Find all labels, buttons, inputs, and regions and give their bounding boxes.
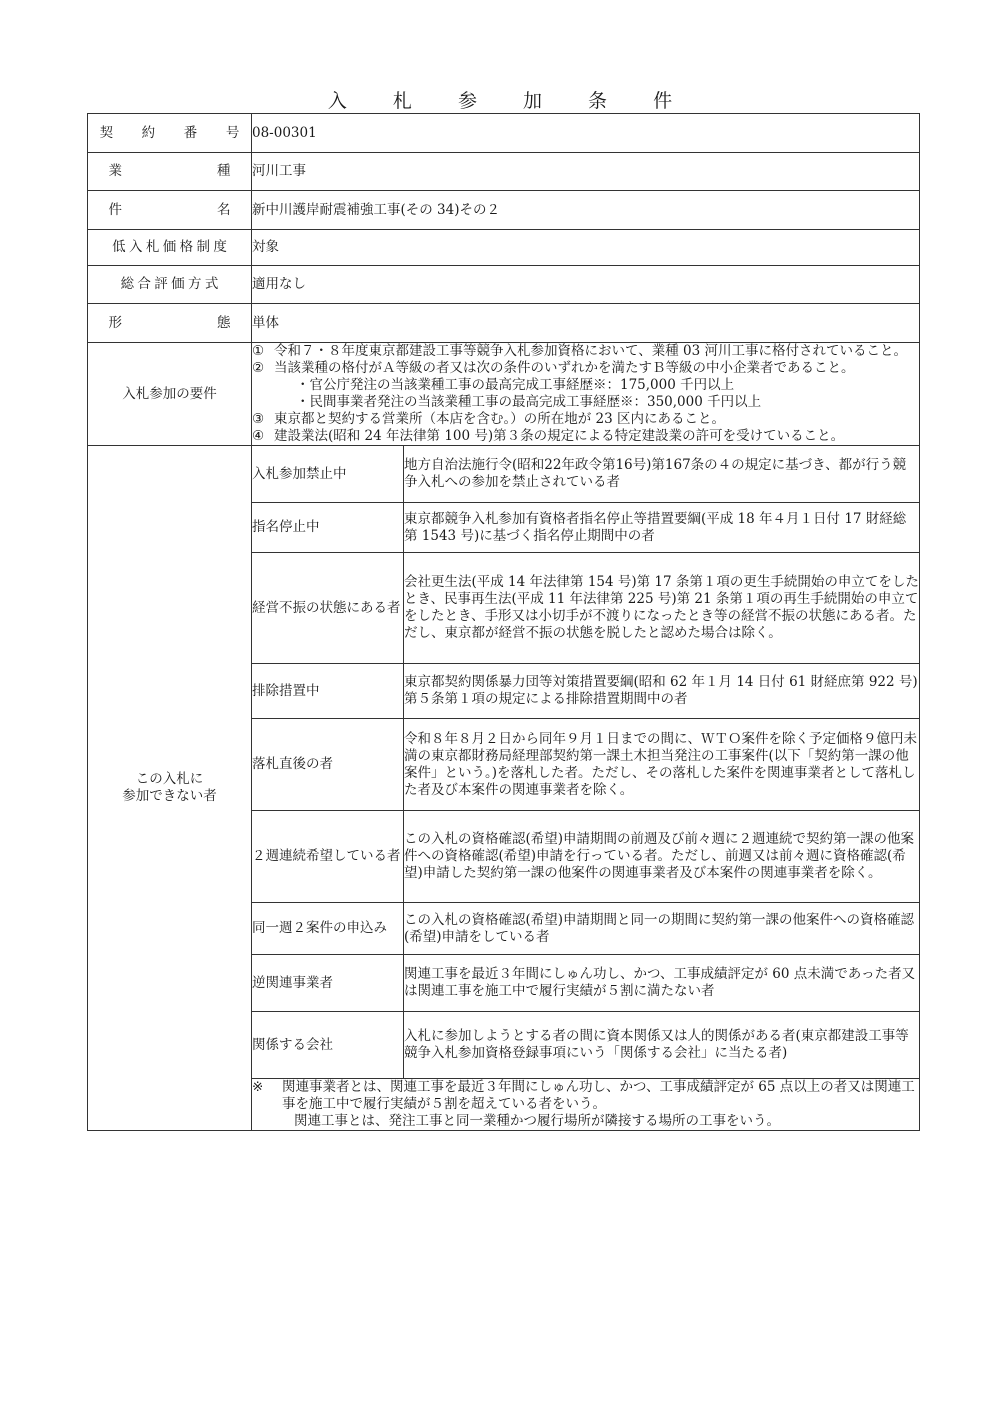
exclusion-desc-financial-distress: 会社更生法(平成 14 年法律第 154 号)第 17 条第１項の更生手続開始の申立てをしたとき、民事再生法(平成 11 年法律第 225 号)第 21 条第１項の再生手続開始の申立てをしたとき、手形又は小切手が不渡りになったとき等の経営不振の状態にある者。ただし、東京都が経営不振の状態を脱したと認めた場合は除く。 <box>404 553 920 664</box>
label-industry-text: 業 種 <box>108 163 231 179</box>
exclusion-desc-two-week: この入札の資格確認(希望)申請期間の前週及び前々週に２週連続で契約第一課の他案件への資格確認(希望)申請を行っている者。ただし、前週又は前々週に資格確認(希望)申請した契約第一課の他案件の関連事業者及び本案件の関連事業者を除く。 <box>404 811 920 903</box>
exclusion-label-recent-award: 落札直後の者 <box>252 719 404 811</box>
label-contract-number: 契 約 番 号 <box>88 114 252 153</box>
exclusion-label-reverse-related: 逆関連事業者 <box>252 955 404 1012</box>
bid-conditions-table <box>87 113 920 1131</box>
value-form: 単体 <box>252 304 920 343</box>
exclusion-desc-recent-award: 令和８年８月２日から同年９月１日までの間に、ＷＴＯ案件を除く予定価格９億円未満の東京都財務局経理部契約第一課土木担当発注の工事案件(以下「契約第一課の他案件」という。)を落札した者。ただし、その落札した案件を関連事業者として落札した者及び本案件の関連事業者を除く。 <box>404 719 920 811</box>
row-exclusion-bid-ban <box>88 446 920 503</box>
requirement-1: ① 令和７・８年度東京都建設工事等競争入札参加資格において、業種 03 河川工事に格付されていること。 <box>252 343 907 359</box>
label-exclusions: この入札に 参加できない者 <box>88 446 252 1131</box>
row-requirements <box>88 343 920 446</box>
label-industry <box>88 153 252 191</box>
exclusion-note <box>252 1079 920 1131</box>
label-evaluation-method: 総合評価方式 <box>88 266 252 304</box>
note-related-work: 関連工事とは、発注工事と同一業種かつ履行場所が隣接する場所の工事をいう。 <box>294 1113 780 1129</box>
label-requirements: 入札参加の要件 <box>88 343 252 446</box>
page-title: 入 札 参 加 条 件 <box>327 90 693 112</box>
label-subject-text: 件 名 <box>108 201 231 218</box>
row-industry <box>88 153 920 191</box>
exclusion-label-two-week: ２週連続希望している者 <box>252 811 404 903</box>
label-form-text: 形 態 <box>108 314 231 331</box>
exclusion-desc-bid-ban: 地方自治法施行令(昭和22年政令第16号)第167条の４の規定に基づき、都が行う競争入札への参加を禁止されている者 <box>404 446 920 503</box>
row-form <box>88 304 920 343</box>
exclusion-label-same-week: 同一週２案件の申込み <box>252 903 404 955</box>
row-subject <box>88 191 920 230</box>
note-related-business: ※ 関連事業者とは、関連工事を最近３年間にしゅん功し、かつ、工事成績評定が 65 点以上の者又は関連工事を施工中で履行実績が５割を超えている者をいう。 <box>252 1079 915 1112</box>
exclusion-desc-suspension: 東京都競争入札参加有資格者指名停止等措置要綱(平成 18 年４月１日付 17 財経総第 1543 号)に基づく指名停止期間中の者 <box>404 503 920 553</box>
exclusion-desc-same-week: この入札の資格確認(希望)申請期間と同一の期間に契約第一課の他案件への資格確認(希望)申請をしている者 <box>404 903 920 955</box>
exclusion-label-suspension: 指名停止中 <box>252 503 404 553</box>
requirement-3: ③ 東京都と契約する営業所（本店を含む。）の所在地が 23 区内にあること。 <box>252 411 726 427</box>
label-form <box>88 304 252 343</box>
exclusion-desc-related-company: 入札に参加しようとする者の間に資本関係又は人的関係がある者(東京都建設工事等競争入札参加資格登録事項にいう「関係する会社」に当たる者) <box>404 1012 920 1079</box>
requirement-2-sub-private: ・民間事業者発注の当該業種工事の最高完成工事経歴※：350,000 千円以上 <box>296 394 762 410</box>
value-evaluation-method: 適用なし <box>252 266 920 304</box>
exclusion-label-financial-distress: 経営不振の状態にある者 <box>252 553 404 664</box>
row-evaluation-method <box>88 266 920 304</box>
label-subject <box>88 191 252 230</box>
requirements-list <box>252 343 920 446</box>
exclusion-desc-removal: 東京都契約関係暴力団等対策措置要綱(昭和 62 年１月 14 日付 61 財経庶第 922 号)第５条第１項の規定による排除措置期間中の者 <box>404 664 920 719</box>
row-contract-number <box>88 114 920 153</box>
label-low-bid-system: 低入札価格制度 <box>88 230 252 266</box>
exclusion-label-removal: 排除措置中 <box>252 664 404 719</box>
value-contract-number: 08-00301 <box>252 114 920 153</box>
value-industry: 河川工事 <box>252 153 920 191</box>
value-subject: 新中川護岸耐震補強工事(その 34)その２ <box>252 191 920 230</box>
exclusion-desc-reverse-related: 関連工事を最近３年間にしゅん功し、かつ、工事成績評定が 60 点未満であった者又は関連工事を施工中で履行実績が５割に満たない者 <box>404 955 920 1012</box>
exclusion-label-bid-ban: 入札参加禁止中 <box>252 446 404 503</box>
row-low-bid-system <box>88 230 920 266</box>
value-low-bid-system: 対象 <box>252 230 920 266</box>
requirement-4: ④ 建設業法(昭和 24 年法律第 100 号)第３条の規定による特定建設業の許可を受けていること。 <box>252 428 845 444</box>
exclusion-label-related-company: 関係する会社 <box>252 1012 404 1079</box>
requirement-2-sub-public: ・官公庁発注の当該業種工事の最高完成工事経歴※：175,000 千円以上 <box>296 377 735 393</box>
requirement-2: ② 当該業種の格付がＡ等級の者又は次の条件のいずれかを満たすＢ等級の中小企業者であること。 <box>252 360 855 376</box>
